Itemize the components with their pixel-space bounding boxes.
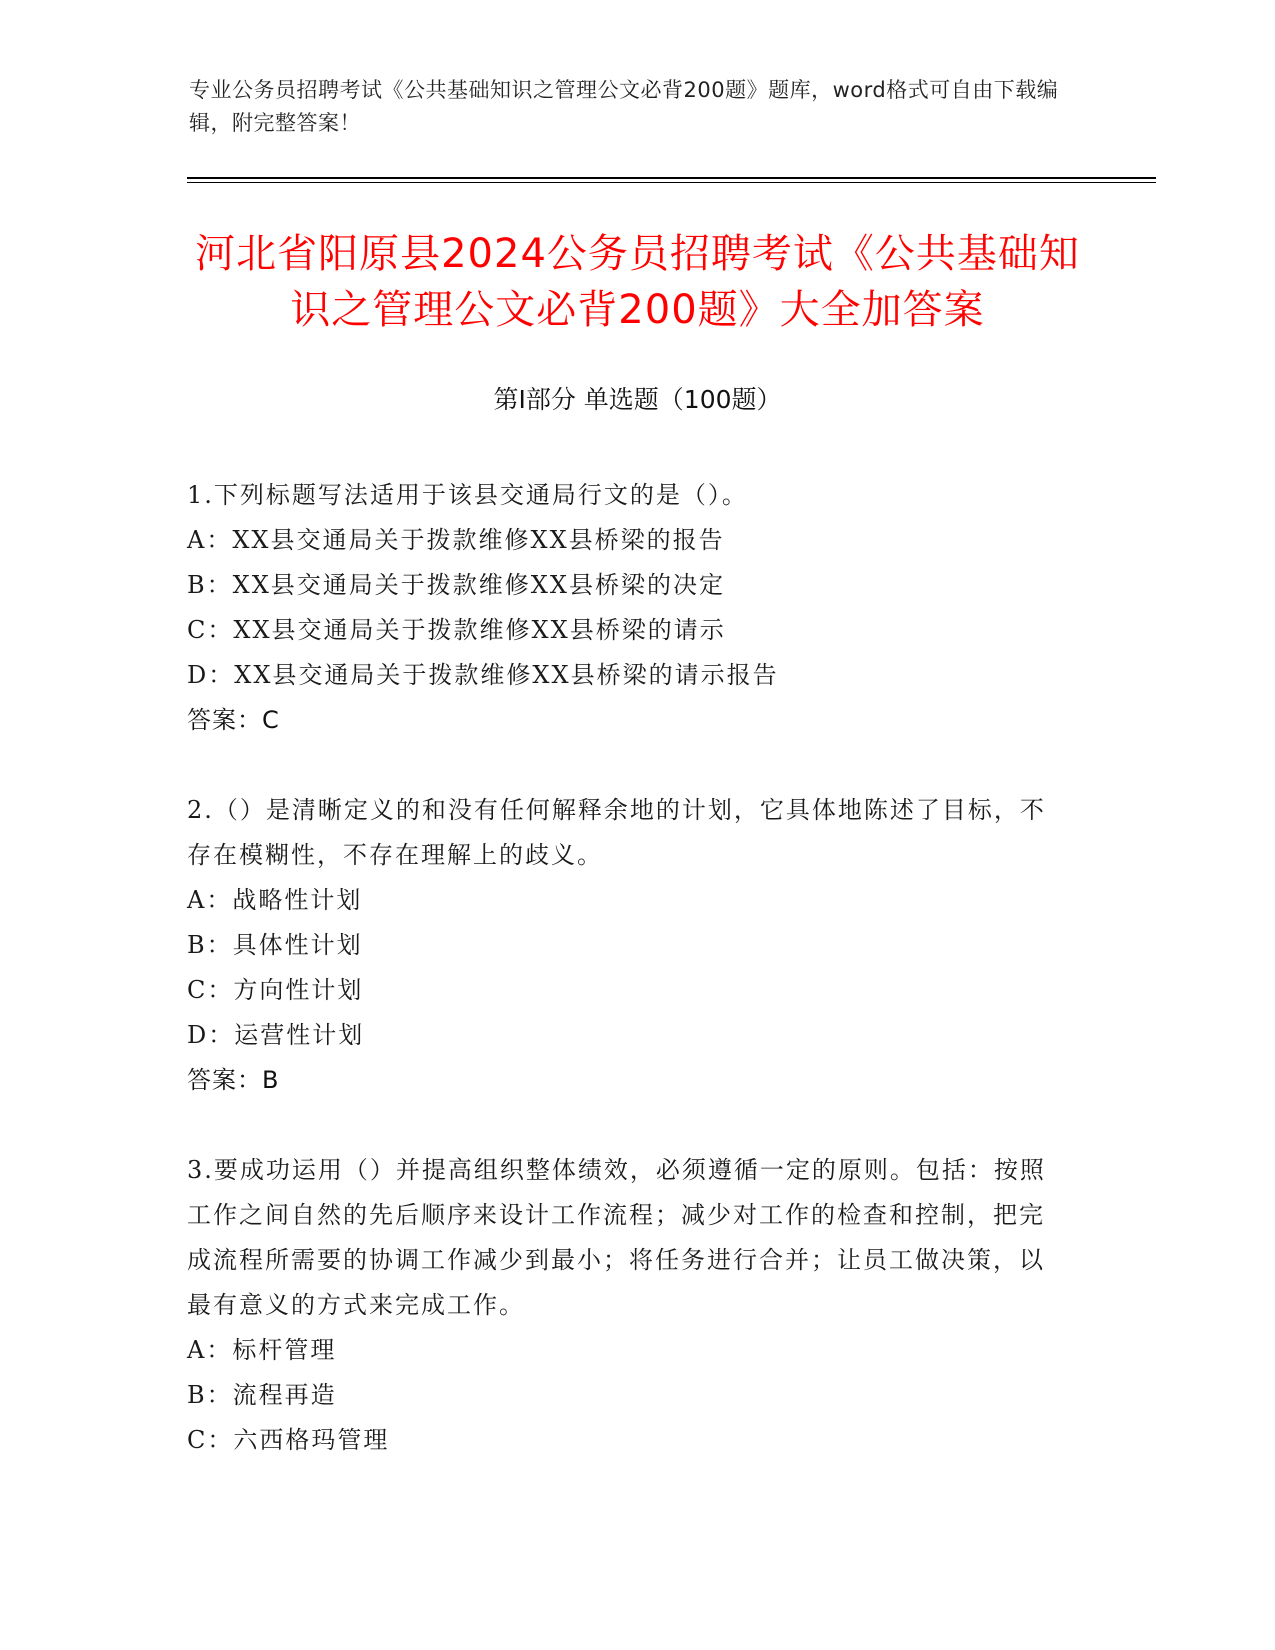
- question-1: [187, 473, 1067, 743]
- question-2: [187, 788, 1067, 1103]
- option-a: A：战略性计划: [187, 886, 363, 914]
- option-d: D：XX县交通局关于拨款维修XX县桥梁的请示报告: [187, 661, 779, 689]
- header-note: 专业公务员招聘考试《公共基础知识之管理公文必背200题》题库，word格式可自由下载编辑，附完整答案！: [189, 78, 1059, 135]
- option-b: B：流程再造: [187, 1381, 337, 1409]
- option-c: C：方向性计划: [187, 976, 364, 1004]
- header-divider-thick: [187, 177, 1156, 179]
- section-title: 第Ⅰ部分 单选题（100题）: [493, 385, 782, 414]
- question-3: [187, 1148, 1067, 1463]
- option-c: C：XX县交通局关于拨款维修XX县桥梁的请示: [187, 616, 726, 644]
- option-a: A：标杆管理: [187, 1336, 337, 1364]
- option-a: A：XX县交通局关于拨款维修XX县桥梁的报告: [187, 526, 725, 554]
- question-stem: 2.（）是清晰定义的和没有任何解释余地的计划，它具体地陈述了目标，不存在模糊性，不存在理解上的歧义。: [187, 796, 1046, 869]
- option-b: B：具体性计划: [187, 931, 363, 959]
- question-stem: 3.要成功运用（）并提高组织整体绩效，必须遵循一定的原则。包括：按照工作之间自然的先后顺序来设计工作流程；减少对工作的检查和控制，把完成流程所需要的协调工作减少到最小；将任务进行合并；让员工做决策，以最有意义的方式来完成工作。: [187, 1156, 1046, 1319]
- option-d: D：运营性计划: [187, 1021, 365, 1049]
- option-b: B：XX县交通局关于拨款维修XX县桥梁的决定: [187, 571, 725, 599]
- answer: 答案：B: [187, 1066, 280, 1094]
- header-divider-thin: [187, 182, 1156, 183]
- answer: 答案：C: [187, 706, 280, 734]
- document-title: 河北省阳原县2024公务员招聘考试《公共基础知识之管理公文必背200题》大全加答案: [195, 231, 1080, 333]
- question-stem: 1.下列标题写法适用于该县交通局行文的是（）。: [187, 481, 748, 509]
- question-list: [187, 473, 1067, 1508]
- option-c: C：六西格玛管理: [187, 1426, 390, 1454]
